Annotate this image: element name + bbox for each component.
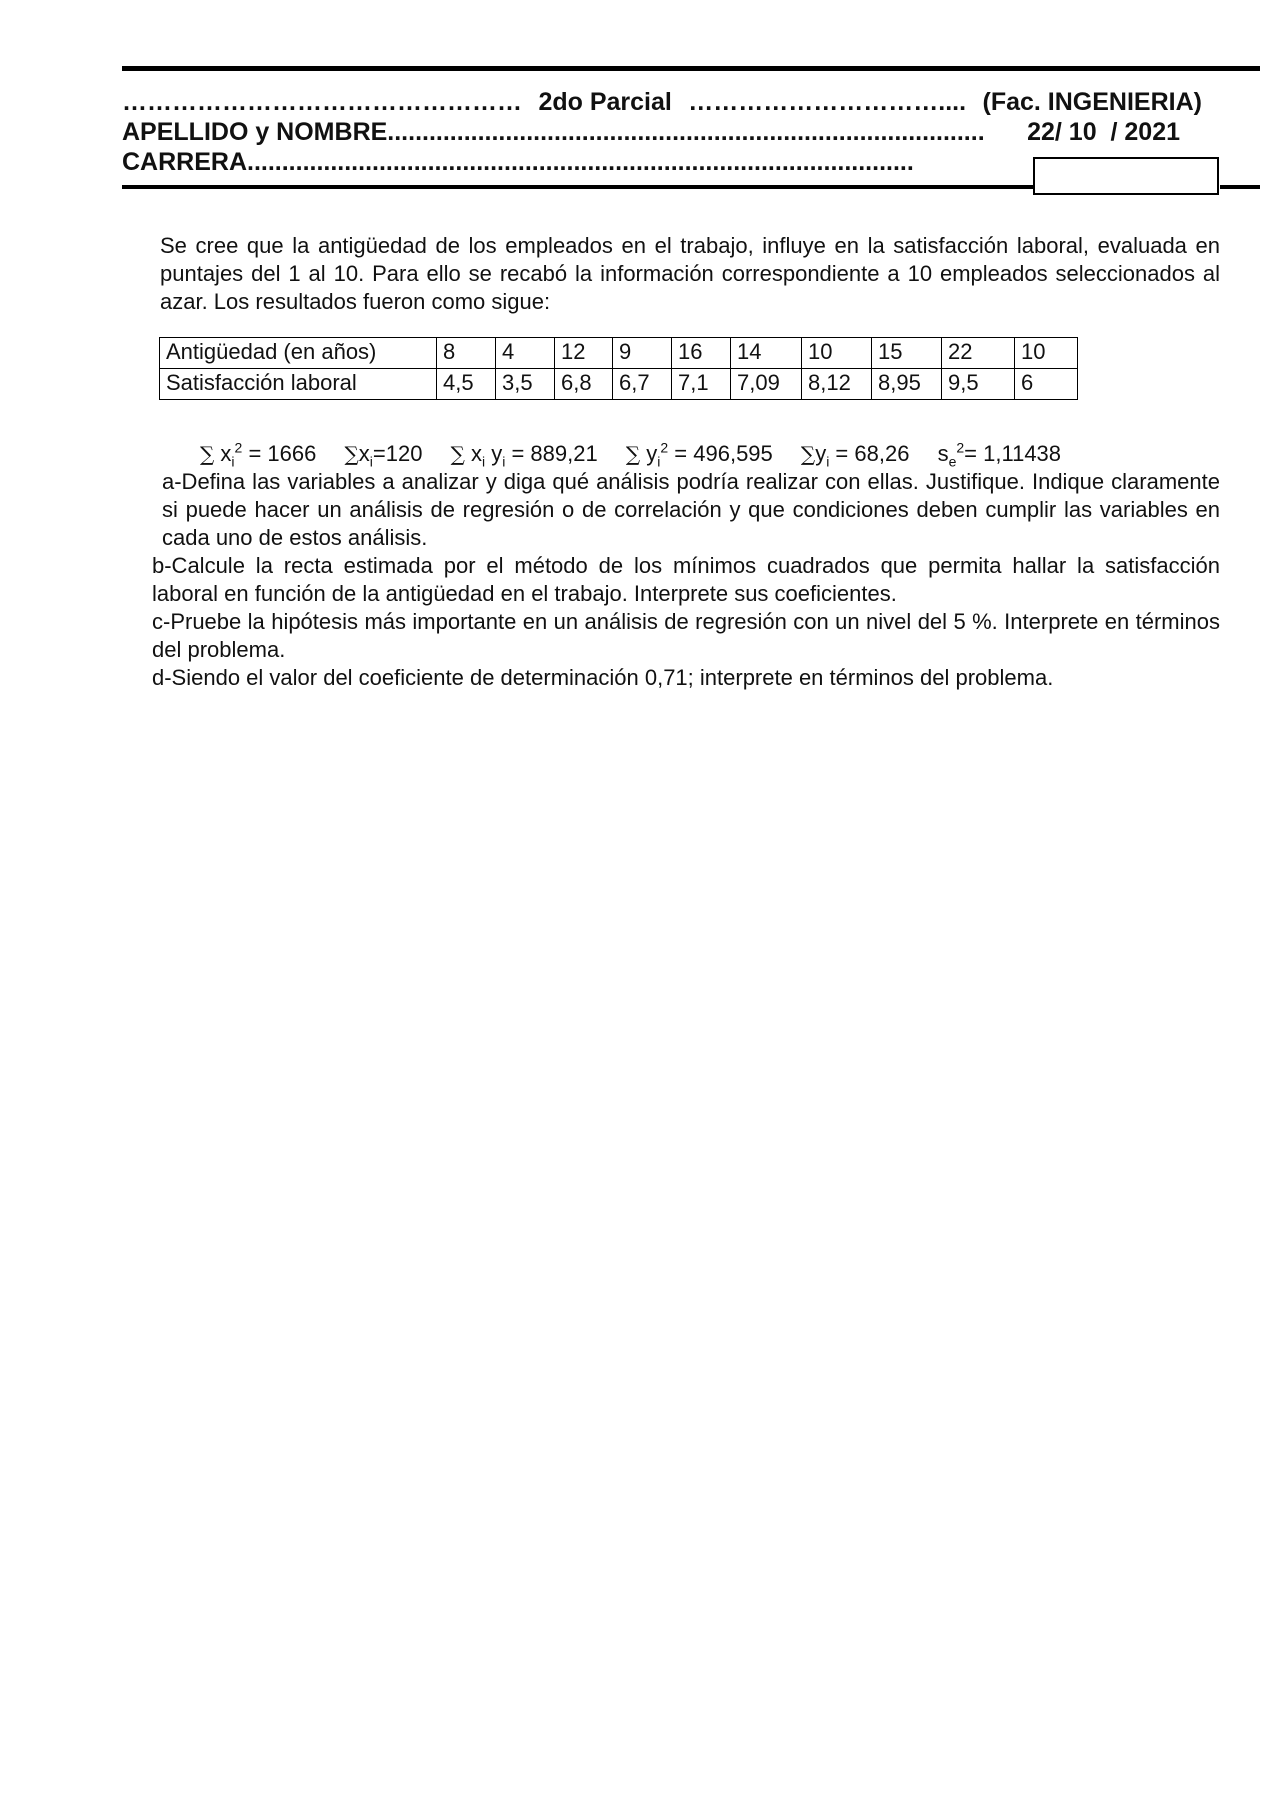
header-dots-left: …………………………………………	[122, 88, 522, 116]
residual-variance: $s_e^2= 1,11438$	[937, 439, 1062, 470]
header-dots-right: …………………………....	[688, 88, 967, 116]
sum-xy-value: = 889,21	[505, 441, 598, 466]
sum-x-squared: ∑ $x_i^2 = 1666$	[200, 439, 317, 470]
table-cell: 6,7	[613, 369, 672, 400]
sum-y-squared-value: = 496,595	[668, 441, 773, 466]
sum-y-value: = 68,26	[829, 441, 910, 466]
sum-y-squared: ∑ $y_i^2 = 496,595$	[625, 439, 773, 470]
table-cell: 22	[942, 338, 1015, 369]
table-cell: 7,1	[672, 369, 731, 400]
table-cell: 10	[802, 338, 872, 369]
sum-x: $\sum x_i=120$	[344, 441, 423, 470]
table-cell: 6,8	[555, 369, 613, 400]
question-c: c-Pruebe la hipótesis más importante en un análisis de regresión con un nivel del 5 %. Interprete en términos del problema.	[152, 609, 1220, 662]
question-b: b-Calcule la recta estimada por el método de los mínimos cuadrados que permita hallar la satisfacción laboral en función de la antigüedad en el trabajo. Interprete sus coeficientes.	[152, 553, 1220, 606]
sigma-symbol: ∑	[344, 442, 359, 466]
sum-x-squared-value: = 1666	[242, 441, 317, 466]
table-cell: 4,5	[437, 369, 496, 400]
sum-x-value: =120	[372, 441, 423, 466]
exam-date: 22/ 10 / 2021	[1027, 118, 1180, 146]
residual-variance-value: = 1,11438	[964, 441, 1062, 466]
name-field-label: APELLIDO y NOMBRE......................................................................................	[122, 118, 985, 146]
faculty-label: (Fac. INGENIERIA)	[982, 88, 1202, 116]
problem-statement: Se cree que la antigüedad de los empleados en el trabajo, influye en la satisfacción laboral, evaluada en puntajes del 1 al 10. Para ello se recabó la información correspondiente a 10 empleados seleccionados al azar. Los resultados fueron como sigue:	[160, 233, 1220, 314]
sigma-symbol: ∑	[200, 442, 215, 466]
table-row	[160, 369, 1078, 400]
table-cell: 16	[672, 338, 731, 369]
table-cell: 10	[1015, 338, 1078, 369]
sigma-symbol: ∑	[625, 442, 641, 466]
header-line-name	[122, 118, 1180, 146]
sigma-symbol: ∑	[800, 442, 816, 466]
header-top-rule	[122, 66, 1260, 71]
row-label: Satisfacción laboral	[160, 369, 437, 400]
table-cell: 6	[1015, 369, 1078, 400]
question-d: d-Siendo el valor del coeficiente de determinación 0,71; interprete en términos del problema.	[152, 665, 1054, 690]
table-cell: 8	[437, 338, 496, 369]
table-cell: 7,09	[731, 369, 802, 400]
table-cell: 12	[555, 338, 613, 369]
sum-y: $\sum y_i = 68,26$	[800, 441, 910, 470]
table-cell: 8,12	[802, 369, 872, 400]
exam-title: 2do Parcial	[538, 88, 672, 116]
row-label: Antigüedad (en años)	[160, 338, 437, 369]
sigma-symbol: ∑	[450, 442, 465, 466]
grade-box	[1033, 157, 1219, 195]
table-cell: 14	[731, 338, 802, 369]
header-bottom-rule-right	[1220, 185, 1260, 189]
table-cell: 8,95	[872, 369, 942, 400]
sum-xy: ∑ $x_i$ $y_i = 889,21$	[450, 441, 598, 470]
table-cell: 4	[496, 338, 555, 369]
table-cell: 9,5	[942, 369, 1015, 400]
career-field-label: CARRERA................................................................................................	[122, 148, 914, 176]
summary-statistics	[200, 440, 1083, 468]
table-cell: 3,5	[496, 369, 555, 400]
table-row	[160, 338, 1078, 369]
question-a: a-Defina las variables a analizar y diga qué análisis podría realizar con ellas. Justifique. Indique claramente si puede hacer un análisis de regresión o de correlación y que condiciones deben cumplir las variables en cada uno de estos análisis.	[162, 469, 1220, 550]
table-cell: 15	[872, 338, 942, 369]
header-line-exam	[122, 88, 1202, 116]
header-bottom-rule	[122, 185, 1034, 189]
table-cell: 9	[613, 338, 672, 369]
data-table	[159, 337, 1078, 400]
